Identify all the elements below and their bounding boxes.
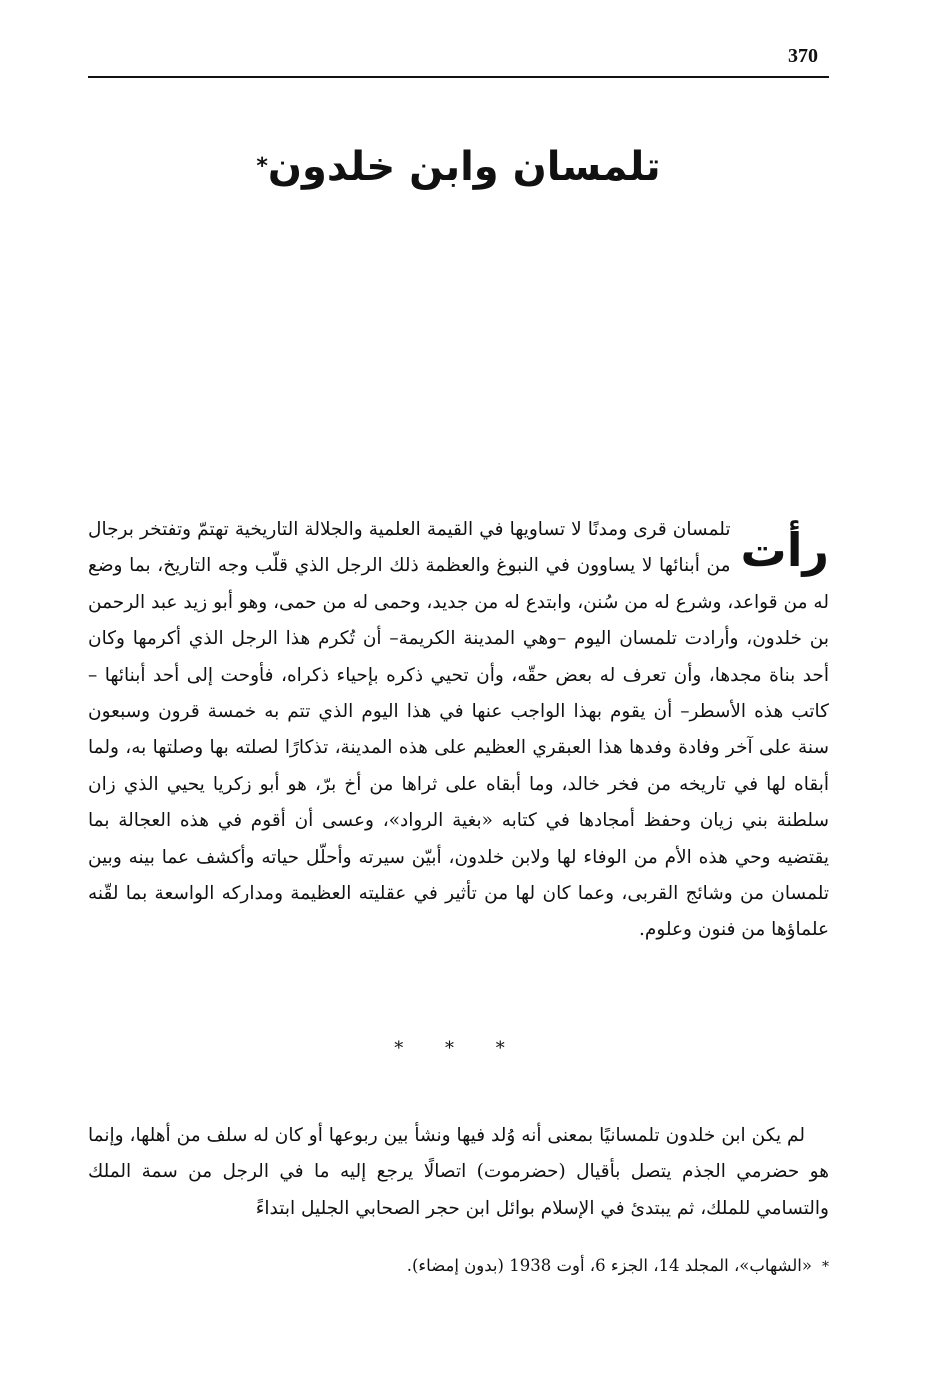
page-number: 370 [788,45,818,67]
intro-text: تلمسان قرى ومدنًا لا تساويها في القيمة العلمية والجلالة التاريخية تهتمّ وتفتخر برجال من أبنائها لا يساوون في النبوغ والعظمة ذلك الرجل الذي قلّب وجه التاريخ، بما وضع له من قواعد، وشرع له من سُنن، وابتدع له من جديد، وحمى له من حمى، وهو أبو زيد عبد الرحمن بن خلدون، وأرادت تلمسان اليوم –وهي المدينة الكريمة– أن تُكرم هذا الرجل الذي أكرمها وكان أحد بناة مجدها، وأن تعرف له بعض حقّه، وأن تحيي ذكره بإحياء ذكراه، فأوحت إلى أحد أبنائها –كاتب هذه الأسطر– أن يقوم بهذا الواجب عنها في هذا اليوم الذي تتم به خمسة قرون وسبعون سنة على آخر وفادة وفدها هذا العبقري العظيم على هذه المدينة، تذكارًا لصلته بها وصلتها به، ولما أبقاه لها في تاريخه من فخر خالد، وما أبقاه على ثراها من أخ برّ، هو أبو زكريا يحيي الذي زان سلطنة بني زيان وحفظ أمجادها في كتابه «بغية الرواد»، وعسى أن أقوم في هذه العجالة بما يقتضيه وحي هذه الأم من الوفاء لها ولابن خلدون، أبيّن سيرته وأحلّل حياته وأكشف عما بينه وبين تلمسان من وشائج القربى، وعما كان لها من تأثير في عقليته العظيمة ومداركه الواسعة بما لقّنه علماؤها من فنون وعلوم. [88,519,829,941]
title-footnote-marker: * [256,153,268,179]
second-paragraph: لم يكن ابن خلدون تلمسانيًا بمعنى أنه وُلد فيها ونشأ بين ربوعها أو كان له سلف من أهلها، وإنما هو حضرمي الجذم يتصل بأقيال (حضرموت) اتصالًا يرجع إليه ما في الرجل من سمة الملك والتسامي للملك، ثم يبتدئ في الإسلام بوائل ابن حجر الصحابي الجليل ابتداءً [88,1125,829,1219]
page-title [88,139,829,195]
footnote [88,1252,829,1281]
intro-paragraph [88,512,829,949]
footnote-marker: * [822,1259,829,1275]
footnote-text: «الشهاب»، المجلد 14، الجزء 6، أوت 1938 (بدون إمضاء). [406,1256,812,1275]
header-rule [88,76,829,78]
drop-cap: رأت [740,523,829,577]
section-separator: * * * [394,1038,523,1059]
title-text: تلمسان وابن خلدون [267,143,661,190]
